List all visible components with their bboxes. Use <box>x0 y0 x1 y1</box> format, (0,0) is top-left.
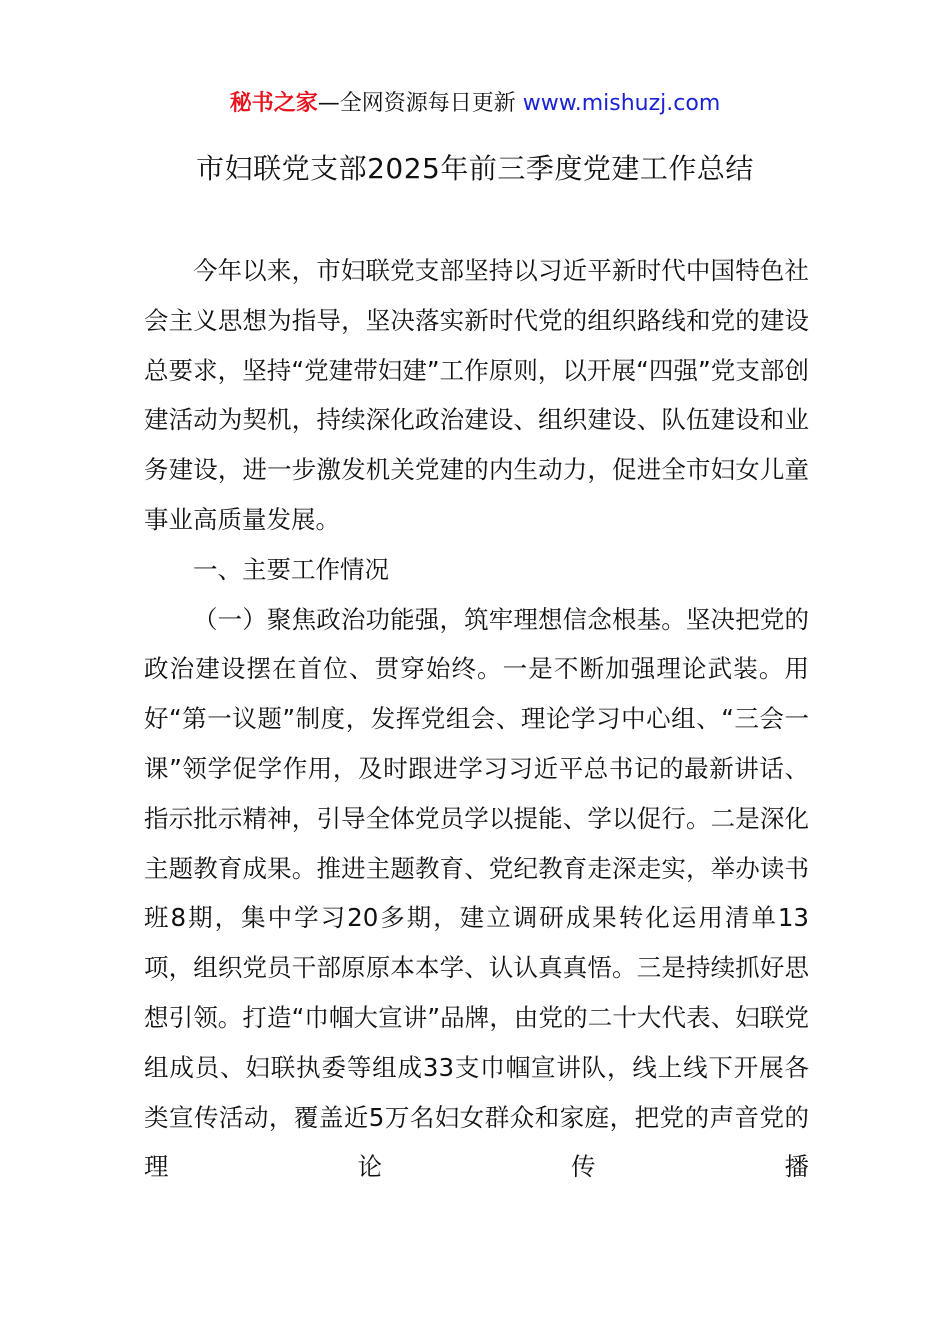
intro-paragraph: 今年以来，市妇联党支部坚持以习近平新时代中国特色社会主义思想为指导，坚决落实新时代党的组织路线和党的建设总要求，坚持“党建带妇建”工作原则，以开展“四强”党支部创建活动为契机，持续深化政治建设、组织建设、队伍建设和业务建设，进一步激发机关党建的内生动力，促进全市妇女儿童事业高质量发展。 <box>144 256 809 534</box>
document-body <box>144 246 809 1192</box>
section-heading: 一、主要工作情况 <box>193 554 389 584</box>
site-url-link[interactable]: www.mishuzj.com <box>522 91 721 116</box>
brand-name: 秘书之家 <box>229 91 318 116</box>
header-tagline: —全网资源每日更新 <box>317 91 516 116</box>
section-paragraph: （一）聚焦政治功能强，筑牢理想信念根基。坚决把党的政治建设摆在首位、贯穿始终。一是不断加强理论武装。用好“第一议题”制度，发挥党组会、理论学习中心组、“三会一课”领学促学作用，及时跟进学习习近平总书记的最新讲话、指示批示精神，引导全体党员学以提能、学以促行。二是深化主题教育成果。推进主题教育、党纪教育走深走实，举办读书班8期，集中学习20多期，建立调研成果转化运用清单13项，组织党员干部原原本本学、认认真真悟。三是持续抓好思想引领。打造“巾帼大宣讲”品牌，由党的二十大代表、妇联党组成员、妇联执委等组成33支巾帼宣讲队，线上线下开展各类宣传活动，覆盖近5万名妇女群众和家庭，把党的声音党的理论传播 <box>144 604 809 1182</box>
document-title: 市妇联党支部2025年前三季度党建工作总结 <box>196 152 754 185</box>
site-header-banner <box>0 86 950 122</box>
